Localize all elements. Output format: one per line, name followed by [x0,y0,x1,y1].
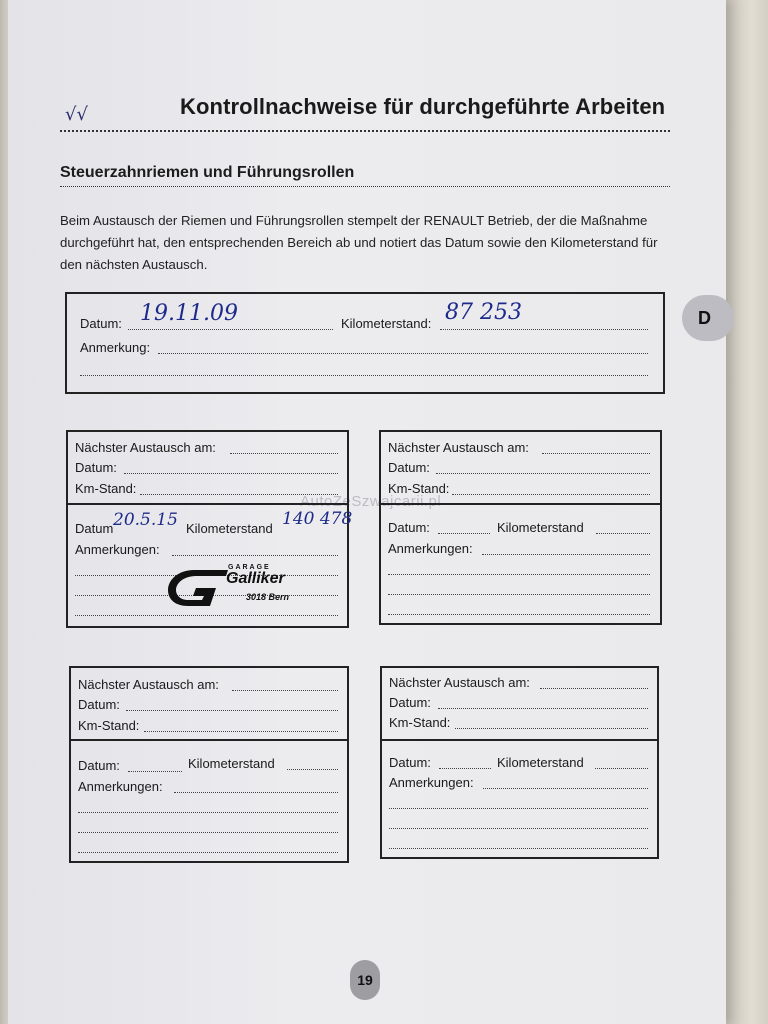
dotted-line [126,709,338,711]
anmerkungen-label: Anmerkungen: [389,775,474,790]
section-title: Steuerzahnriemen und Führungsrollen [60,164,355,181]
dotted-line [158,352,648,354]
handwritten-check-mark: √√ [65,104,88,125]
stamp-city-text: 3018 Bern [246,592,290,602]
kilometerstand-label: Kilometerstand: [341,316,432,331]
dotted-line [389,827,648,829]
dotted-line [78,811,338,813]
datum-label: Datum: [389,695,431,710]
dotted-line [388,573,650,575]
dotted-line [230,452,338,454]
dotted-line [455,727,648,729]
anmerkungen-label: Anmerkungen: [388,541,473,556]
page-number: 19 [350,960,380,1000]
watermark-text: AutoZeSzwajcarii.pl [300,493,442,510]
dotted-line [438,532,490,534]
dotted-line [144,730,338,732]
dotted-line [389,847,648,849]
dotted-line [540,687,648,689]
dotted-line [439,767,491,769]
dotted-line [436,472,650,474]
chapter-tab-d: D [682,295,734,341]
datum-label: Datum: [78,758,120,773]
datum-label: Datum: [388,520,430,535]
datum-label: Datum: [80,316,122,331]
section-underline [60,186,670,187]
handwritten-km: 87 253 [445,300,522,325]
anmerkungen-label: Anmerkungen: [75,542,160,557]
title-underline [60,130,670,132]
page-edge-left [0,0,8,1024]
page-edge-right [726,0,768,1024]
next-exchange-label: Nächster Austausch am: [75,440,216,455]
anmerkung-label: Anmerkung: [80,340,151,355]
datum-label: Datum: [75,460,117,475]
kilometerstand-label: Kilometerstand [497,755,584,770]
handwritten-date: 20.5.15 [113,510,178,530]
dotted-line [78,851,338,853]
dotted-line [595,767,648,769]
dotted-line [124,472,338,474]
next-exchange-label: Nächster Austausch am: [389,675,530,690]
dotted-line [452,493,650,495]
dotted-line [483,787,648,789]
dotted-line [174,791,338,793]
next-exchange-label: Nächster Austausch am: [78,677,219,692]
datum-label: Datum: [389,755,431,770]
dotted-line [287,768,338,770]
datum-label: Datum: [388,460,430,475]
page-title: Kontrollnachweise für durchgeführte Arbeiten [180,94,666,119]
datum-label: Datum [75,521,114,536]
stamp-name-text: Galliker [226,570,285,587]
anmerkungen-label: Anmerkungen: [78,779,163,794]
dotted-line [80,374,648,376]
dotted-line [389,807,648,809]
dotted-line [388,593,650,595]
dotted-line [388,613,650,615]
dotted-line [75,614,338,616]
dotted-line [128,328,333,330]
kilometerstand-label: Kilometerstand [188,756,275,771]
next-exchange-label: Nächster Austausch am: [388,440,529,455]
dotted-line [482,553,650,555]
dotted-line [232,689,338,691]
dotted-line [596,532,650,534]
km-stand-label: Km-Stand: [388,481,450,496]
dotted-line [172,554,338,556]
dotted-line [438,707,648,709]
km-stand-label: Km-Stand: [389,715,451,730]
intro-paragraph: Beim Austausch der Riemen und Führungsrollen stempelt der RENAULT Betrieb, der die Maßnahme durchgeführt hat, den entsprechenden Bereich ab und notiert das Datum sowie den Kilometerstand für den nächsten Austausch. [60,213,658,272]
kilometerstand-label: Kilometerstand [186,521,273,536]
dotted-line [78,831,338,833]
kilometerstand-label: Kilometerstand [497,520,584,535]
stamp-garage-text: GARAGE [228,564,271,571]
handwritten-km: 140 478 [282,509,353,529]
dotted-line [140,493,338,495]
garage-stamp [166,564,330,610]
dotted-line [542,452,650,454]
km-stand-label: Km-Stand: [78,718,140,733]
km-stand-label: Km-Stand: [75,481,137,496]
dotted-line [128,770,182,772]
dotted-line [440,328,648,330]
datum-label: Datum: [78,697,120,712]
handwritten-date: 19.11.09 [140,301,238,326]
